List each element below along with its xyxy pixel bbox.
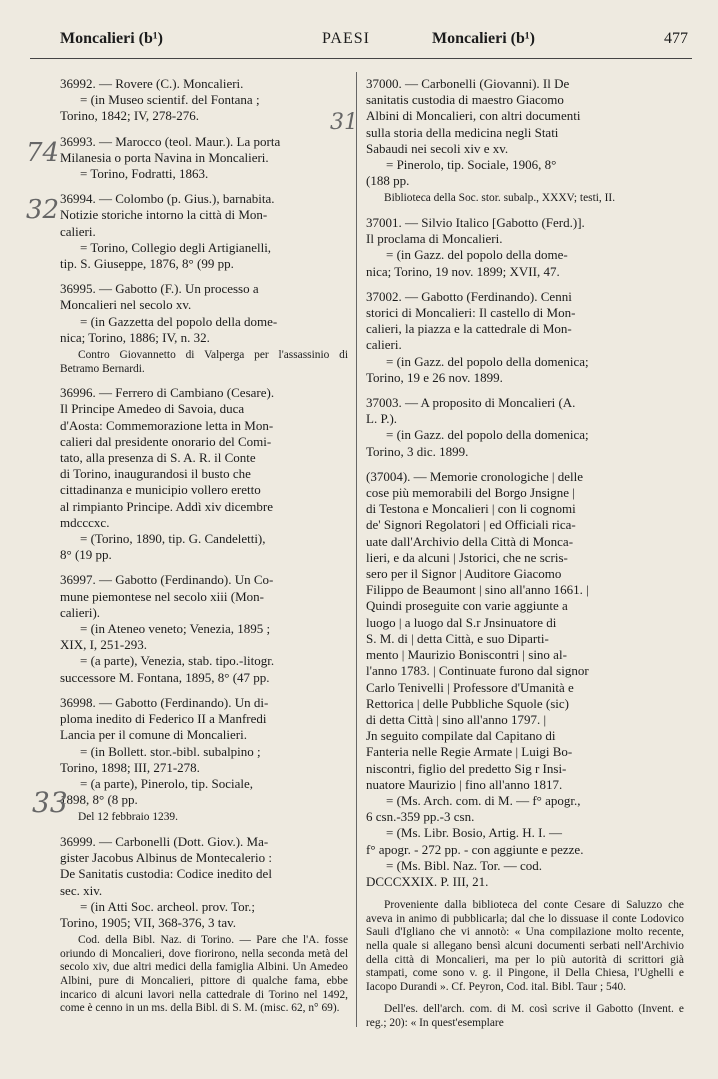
entry-line: S. M. di | detta Città, e suo Diparti-: [366, 630, 549, 646]
entry-line: Filippo de Beaumont | sino all'anno 1661. |: [366, 582, 589, 598]
entry-line: (37004). — Memorie cronologiche | delle: [366, 468, 584, 484]
entry-line: ploma inedito di Federico II a Manfredi: [60, 711, 267, 727]
entry-line: = Torino, Collegio degli Artigianelli,: [80, 239, 272, 255]
entry-line: calieri dal presidente onorario del Comi-: [60, 433, 272, 449]
entry-line: = (Ms. Arch. com. di M. — f° apogr.,: [386, 792, 581, 808]
entry-line: 36996. — Ferrero di Cambiano (Cesare).: [60, 385, 275, 401]
entry-line: sero per il Signor | Auditore Giacomo: [366, 566, 562, 582]
entry-line: f° apogr. - 272 pp. - con aggiunte e pezze.: [366, 841, 584, 857]
bibliography-entry: [366, 76, 684, 206]
entry-line: Lancia per il comune di Moncalieri.: [60, 727, 247, 743]
running-header: [30, 30, 692, 59]
entry-line: calieri.: [366, 337, 402, 353]
entry-line: Notizie storiche intorno la città di Mon-: [60, 207, 268, 223]
entry-line: tip. S. Giuseppe, 1876, 8° (99 pp.: [60, 256, 234, 272]
entry-line: 37000. — Carbonelli (Giovanni). Il De: [366, 76, 570, 91]
entry-note: Del 12 febbraio 1239.: [78, 811, 178, 824]
bibliography-entry: [60, 834, 348, 1016]
entry-line: 36993. — Marocco (teol. Maur.). La porta: [60, 133, 281, 149]
bibliography-entry: [60, 191, 348, 272]
entry-line: = Pinerolo, tip. Sociale, 1906, 8°: [386, 157, 557, 173]
entry-line: 37003. — A proposito di Moncalieri (A.: [366, 395, 576, 411]
entry-line: Torino, 3 dic. 1899.: [366, 443, 469, 459]
entry-line: Carlo Tenivelli | Professore d'Umanità e: [366, 679, 574, 695]
entry-note: Biblioteca della Soc. stor. subalp., XXXV; testi, II.: [384, 192, 616, 205]
header-left-title: Moncalieri (b¹): [60, 30, 163, 47]
entry-line: (188 pp.: [366, 173, 410, 189]
entry-line: Jn seguito compilate dal Capitano di: [366, 728, 556, 744]
entry-line: Rettorica | delle Pubbliche Squole (sic): [366, 695, 569, 711]
entry-line: = (in Bollett. stor.-bibl. subalpino ;: [80, 743, 261, 759]
right-column: [366, 76, 684, 1039]
entry-line: Il Principe Amedeo di Savoia, duca: [60, 401, 245, 417]
entry-line: Torino, 1842; IV, 278-276.: [60, 108, 199, 124]
margin-note: 74: [26, 138, 60, 168]
entry-line: tato, alla presenza di S. A. R. il Conte: [60, 450, 256, 466]
header-right-title: Moncalieri (b¹): [432, 30, 535, 47]
entry-line: cittadinanza e municipio vollero eretto: [60, 482, 261, 498]
entry-line: = (a parte), Pinerolo, tip. Sociale,: [80, 775, 254, 791]
entry-line: = (in Gazz. del popolo della domenica;: [386, 427, 589, 443]
entry-line: Fanteria nelle Regie Armate | Luigi Bo-: [366, 744, 573, 760]
entry-line: mdcccxc.: [60, 514, 110, 530]
bibliography-entry: [60, 134, 348, 183]
entry-line: sulla storia della medicina negli Stati: [366, 124, 559, 140]
entry-line: cose più memorabili del Borgo Jnsigne |: [366, 485, 575, 501]
entry-line: nica; Torino, 1886; IV, n. 32.: [60, 329, 210, 345]
entry-line: 37001. — Silvio Italico [Gabotto (Ferd.)].: [366, 215, 585, 231]
entry-line: di Testona e Moncalieri | con li cognomi: [366, 501, 576, 517]
entry-line: uate dall'Archivio della Città di Monca-: [366, 533, 574, 549]
entry-line: mento | Maurizio Boniscontri | sino al-: [366, 647, 567, 663]
entry-line: Torino, 1905; VII, 368-376, 3 tav.: [60, 914, 237, 930]
entry-line: 36997. — Gabotto (Ferdinando). Un Co-: [60, 572, 274, 588]
entry-line: d'Aosta: Commemorazione letta in Mon-: [60, 417, 274, 433]
entry-line: = (Torino, 1890, tip. G. Candeletti),: [80, 531, 266, 547]
entry-line: = Torino, Fodratti, 1863.: [80, 166, 209, 182]
entry-line: gister Jacobus Albinus de Montecalerio :: [60, 850, 272, 866]
entry-line: DCCCXXIX. P. III, 21.: [366, 873, 489, 889]
entry-line: 37002. — Gabotto (Ferdinando). Cenni: [366, 288, 572, 304]
margin-note: 32: [26, 195, 60, 225]
entry-line: di Torino, inaugurandosi il busto che: [60, 466, 251, 482]
entry-line: niscontri, figlio del predetto Sig r Insi-: [366, 760, 567, 776]
margin-note: 33: [32, 786, 68, 819]
entry-line: Il proclama di Moncalieri.: [366, 231, 503, 247]
entry-line: Torino, 19 e 26 nov. 1899.: [366, 369, 503, 385]
entry-line: Albini di Moncalieri, con altri documenti: [366, 108, 581, 124]
entry-line: luogo | a luogo dal S.r Jnsinuatore di: [366, 614, 557, 630]
entry-line: Sabaudi nei secoli xiv e xv.: [366, 140, 509, 156]
entry-line: = (in Museo scientif. del Fontana ;: [80, 92, 260, 108]
entry-line: Torino, 1898; III, 271-278.: [60, 759, 200, 775]
bibliography-entry: [366, 469, 684, 890]
page-number: 477: [664, 30, 688, 47]
bibliography-entry: [60, 76, 348, 125]
entry-line: 36994. — Colombo (p. Gius.), barnabita.: [60, 191, 275, 207]
entry-line: = (Ms. Libr. Bosio, Artig. H. I. —: [386, 825, 562, 841]
entry-line: 36998. — Gabotto (Ferdinando). Un di-: [60, 694, 269, 710]
bibliography-entry: [60, 281, 348, 376]
entry-line: = (in Gazz. del popolo della domenica;: [386, 353, 589, 369]
entry-line: lieri, e da alcuni | Jstorici, che ne scris-: [366, 549, 568, 565]
entry-line: 36999. — Carbonelli (Dott. Giov.). Ma-: [60, 833, 269, 849]
entry-line: 36992. — Rovere (C.). Moncalieri.: [60, 76, 244, 91]
entry-line: Milanesia o porta Navina in Moncalieri.: [60, 149, 269, 165]
entry-line: = (Ms. Bibl. Naz. Tor. — cod.: [386, 857, 543, 873]
entry-line: l'anno 1783. | Continuate furono dal signor: [366, 663, 589, 679]
entry-line: = (in Gazzetta del popolo della dome-: [80, 313, 278, 329]
bibliography-entry: [366, 215, 684, 280]
entry-note: Proveniente dalla biblioteca del conte Cesare di Saluzzo che aveva in animo di pubblicarla; dal che lo dissuase il conte Lodovico Sauli d'Igliano che vi annotò: « Una compilazione molto recente, nella quale si allegano bensì alcuni documenti serbati nell'Archivio della città di Moncalieri, ma per lo più autorità di scrittori già stampati, come sono v. g. il Pingone, il Della Chiesa, l'Ughelli e Iacopo Durandi ». Cf. Peyron, Cod. ital. Bibl. Taur ; 540.: [366, 899, 684, 993]
entry-line: de' Signori Regolatori | ed Officiali rica-: [366, 517, 576, 533]
entry-line: calieri, la piazza e la cattedrale di Mon-: [366, 321, 572, 337]
entry-line: = (in Ateneo veneto; Venezia, 1895 ;: [80, 621, 271, 637]
entry-line: di detta Città | sino all'anno 1797. |: [366, 711, 547, 727]
entry-line: calieri).: [60, 604, 101, 620]
bibliography-entry: [60, 572, 348, 685]
entry-line: Moncalieri nel secolo xv.: [60, 297, 192, 313]
entry-line: 8° (19 pp.: [60, 547, 112, 563]
entry-line: = (a parte), Venezia, stab. tipo.-litogr.: [80, 653, 275, 669]
entry-note: Dell'es. dell'arch. com. di M. così scrive il Gabotto (Invent. e reg.; 20): « In quest'esemplare: [366, 1003, 684, 1029]
bibliography-entry: [60, 695, 348, 825]
entry-line: storici di Moncalieri: Il castello di Mon-: [366, 305, 576, 321]
entry-line: XIX, I, 251-293.: [60, 637, 148, 653]
entry-line: = (in Atti Soc. archeol. prov. Tor.;: [80, 898, 256, 914]
entry-line: 1898, 8° (8 pp.: [60, 792, 138, 808]
margin-note: 31: [330, 110, 358, 135]
entry-line: calieri.: [60, 223, 96, 239]
bibliography-entry: [366, 899, 684, 994]
entry-line: successore M. Fontana, 1895, 8° (47 pp.: [60, 669, 270, 685]
entry-line: Quindi proseguite con varie aggiunte a: [366, 598, 568, 614]
column-divider: [356, 72, 357, 1027]
entry-line: nica; Torino, 19 nov. 1899; XVII, 47.: [366, 263, 560, 279]
entry-note: Contro Giovannetto di Valperga per l'assassinio di Betramo Bernardi.: [60, 349, 348, 375]
bibliography-entry: [366, 395, 684, 460]
entry-line: sanitatis custodia di maestro Giacomo: [366, 92, 564, 108]
entry-note: Cod. della Bibl. Naz. di Torino. — Pare che l'A. fosse oriundo di Moncalieri, dove fiorirono, nella seconda metà del secolo xiv, due altri medici della famiglia Albini. Un Amedeo Albini, pure di Moncalieri, pittore di qualche fama, ebbe incarico di alcuni lavori nella cattedrale di Torino nel 1492, come è cenno in un ms. della Bibl. di S. M. (misc. 62, n° 69).: [60, 934, 348, 1015]
entry-line: mune piemontese nel secolo xiii (Mon-: [60, 588, 264, 604]
left-column: [60, 76, 348, 1025]
entry-line: al rimpianto Principe. Addì xiv dicembre: [60, 498, 274, 514]
entry-line: nuatore Maurizio | fino all'anno 1817.: [366, 776, 563, 792]
bibliography-entry: [366, 289, 684, 386]
entry-line: sec. xiv.: [60, 882, 103, 898]
entry-line: De Sanitatis custodia: Codice inedito del: [60, 866, 272, 882]
header-section: PAESI: [322, 30, 370, 47]
bibliography-entry: [366, 1003, 684, 1030]
entry-line: 36995. — Gabotto (F.). Un processo a: [60, 281, 259, 297]
bibliography-entry: [60, 385, 348, 563]
entry-line: L. P.).: [366, 411, 398, 427]
entry-line: = (in Gazz. del popolo della dome-: [386, 247, 568, 263]
entry-line: 6 csn.-359 pp.-3 csn.: [366, 809, 475, 825]
